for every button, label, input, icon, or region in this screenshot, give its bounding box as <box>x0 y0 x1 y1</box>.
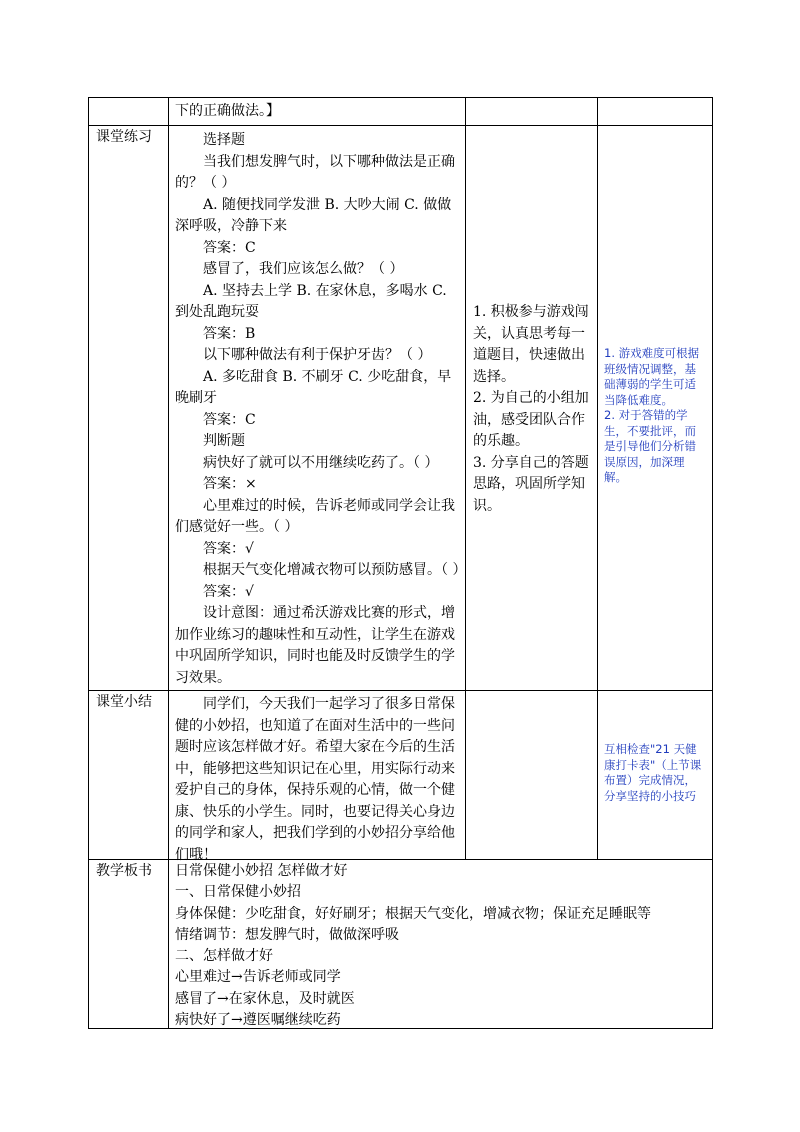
board-line: 情绪调节：想发脾气时，做做深呼吸 <box>175 926 399 943</box>
summary-paragraph: 同学们，今天我们一起学习了很多日常保健的小妙招，也知道了在面对生活中的一些问题时应该怎样做才好。希望大家在今后的生活中，能够把这些知识记在心里，用实际行动来爱护自己的身体，保持乐观的心情，做一个健康、快乐的小学生。同时，也要记得关心身边的同学和家人，把我们学到的小妙招分享给他们哦！ <box>175 696 455 863</box>
table-line <box>88 690 713 691</box>
practice-line: 答案：C <box>203 239 256 256</box>
practice-content <box>175 130 467 689</box>
practice-line: 答案：√ <box>203 540 254 557</box>
board-line: 二、怎样做才好 <box>175 948 273 965</box>
practice-line: 感冒了，我们应该怎么做？（ ） <box>203 261 404 277</box>
table-line <box>465 97 466 860</box>
board-line: 病快好了→遵医嘱继续吃药 <box>175 1012 341 1029</box>
table-line <box>88 97 89 1029</box>
summary-label: 课堂小结 <box>96 694 152 710</box>
board-line: 感冒了→在家休息，及时就医 <box>175 990 355 1007</box>
practice-line: A. 随便找同学发泄 B. 大吵大闹 C. 做做深呼吸，冷静下来 <box>175 196 452 234</box>
board-label: 教学板书 <box>96 863 152 879</box>
table-line <box>168 97 169 1029</box>
table-line <box>712 97 713 1029</box>
practice-line: 答案：B <box>203 325 256 342</box>
practice-label: 课堂练习 <box>96 129 152 145</box>
practice-line: 答案：× <box>203 476 257 492</box>
student-activity: 2. 为自己的小组加油，感受团队合作的乐趣。 <box>473 390 589 449</box>
table-line <box>597 97 598 860</box>
practice-line: 答案：C <box>203 411 256 428</box>
practice-line: 心里难过的时候，告诉老师或同学会让我们感觉好一些。（ ） <box>175 497 455 535</box>
practice-line: A. 多吃甜食 B. 不刷牙 C. 少吃甜食，早晚刷牙 <box>175 368 452 406</box>
note-item: 2. 对于答错的学生，不要批评，而是引导他们分析错误原因，加深理解。 <box>604 408 696 484</box>
previous-row-text <box>175 101 461 123</box>
practice-line: 根据天气变化增减衣物可以预防感冒。（ ） <box>203 562 467 578</box>
practice-line: 判断题 <box>203 433 245 449</box>
practice-line: 答案：√ <box>203 583 254 600</box>
practice-notes <box>604 346 704 486</box>
practice-line: 设计意图：通过希沃游戏比赛的形式，增加作业练习的趣味性和互动性，让学生在游戏中巩固所学知识，同时也能及时反馈学生的学习效果。 <box>175 605 455 686</box>
practice-student-activities <box>473 302 593 517</box>
table-line <box>88 125 713 126</box>
summary-content <box>175 694 461 866</box>
previous-row-line: 下的正确做法。】 <box>175 103 280 119</box>
board-line: 一、日常保健小妙招 <box>175 884 301 901</box>
student-activity: 1. 积极参与游戏闯关，认真思考每一道题目，快速做出选择。 <box>473 304 589 385</box>
table-line <box>88 97 713 98</box>
practice-line: 病快好了就可以不用继续吃药了。（ ） <box>203 454 439 471</box>
practice-line: 以下哪种做法有利于保护牙齿？（ ） <box>203 347 432 363</box>
practice-line: 选择题 <box>203 132 245 148</box>
board-line: 心里难过→告诉老师或同学 <box>175 969 341 986</box>
practice-line: A. 坚持去上学 B. 在家休息，多喝水 C. 到处乱跑玩耍 <box>175 282 452 320</box>
note-item: 1. 游戏难度可根据班级情况调整，基础薄弱的学生可适当降低难度。 <box>604 346 700 407</box>
note-item: 互相检查"21 天健康打卡表"（上节课布置）完成情况，分享坚持的小技巧 <box>604 742 702 803</box>
practice-line: 当我们想发脾气时，以下哪种做法是正确的？（ ） <box>175 153 455 191</box>
board-content <box>175 861 705 1031</box>
board-line: 身体保健：少吃甜食，好好刷牙；根据天气变化，增减衣物；保证充足睡眠等 <box>175 905 651 922</box>
board-line: 日常保健小妙招 怎样做才好 <box>175 863 348 879</box>
student-activity: 3. 分享自己的答题思路，巩固所学知识。 <box>473 454 589 514</box>
summary-notes <box>604 742 704 804</box>
